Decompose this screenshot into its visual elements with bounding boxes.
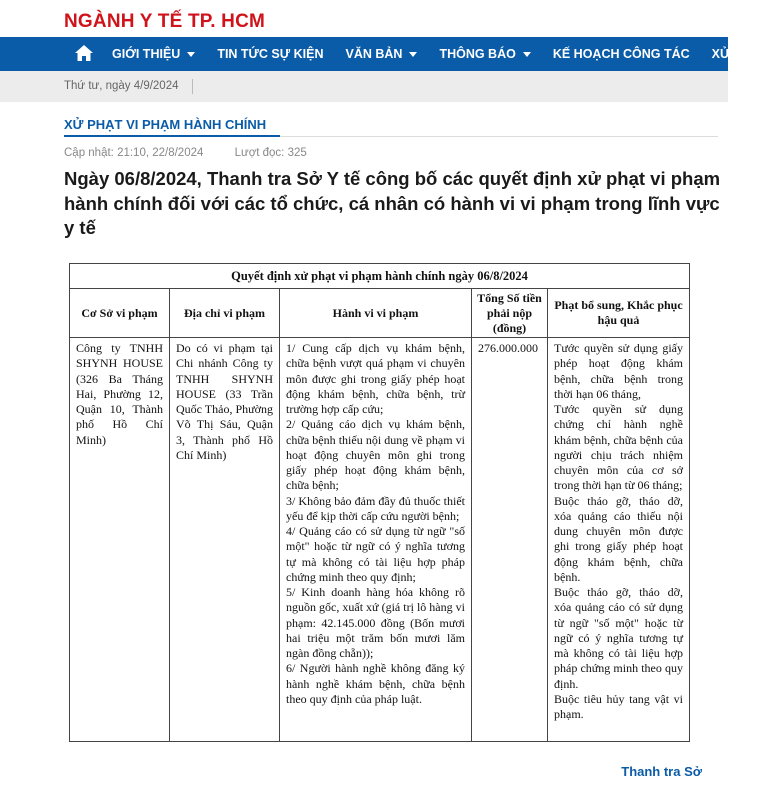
home-icon[interactable] <box>74 43 94 63</box>
remedy-item: Tước quyền sử dụng chứng chỉ hành nghề khám bệnh, chữa bệnh của người chịu trách nhiệm chuyên môn của cơ sở trong thời hạn từ 06 tháng; <box>554 402 684 493</box>
category-link[interactable]: XỬ PHẠT VI PHẠM HÀNH CHÍNH <box>64 117 267 132</box>
date-divider <box>192 79 193 94</box>
view-count: Lượt đọc: 325 <box>234 147 307 159</box>
violation-item: 1/ Cung cấp dịch vụ khám bệnh, chữa bệnh vượt quá phạm vi chuyên môn được ghi trong giấy phép hoạt động khám bệnh, chữa bệnh, trừ trường hợp cấp cứu; <box>286 341 465 416</box>
header-violations: Hành vi vi phạm <box>280 289 472 338</box>
violation-item: 6/ Người hành nghề không đăng ký hành nghề khám bệnh, chữa bệnh theo quy định của pháp luật. <box>286 661 465 706</box>
updated-time: Cập nhật: 21:10, 22/8/2024 <box>64 147 204 159</box>
cell-facility: Công ty TNHH SHYNH HOUSE (326 Ba Tháng Hai, Phường 12, Quận 10, Thành phố Hồ Chí Minh) <box>70 338 170 742</box>
chevron-down-icon <box>187 52 195 57</box>
table-row <box>70 338 690 742</box>
chevron-down-icon <box>523 52 531 57</box>
remedy-item: Buộc tháo gỡ, tháo dỡ, xóa quảng cáo có sử dụng từ ngữ "số một" hoặc từ ngữ có ý nghĩa tương tự mà không có tài liệu hợp pháp chứng minh theo quy định. <box>554 585 684 691</box>
decision-table-wrapper <box>69 263 689 742</box>
header-remedies: Phạt bổ sung, Khắc phục hậu quả <box>548 289 690 338</box>
violation-item: 2/ Quảng cáo dịch vụ khám bệnh, chữa bệnh thiếu nội dung về phạm vi hoạt động chuyên môn ghi trong giấy phép hoạt động khám bệnh, chữa bệnh; <box>286 417 465 493</box>
nav-item-ke-hoach-cong-tac[interactable]: KẾ HOẠCH CÔNG TÁC <box>552 47 690 61</box>
date-bar <box>0 71 728 102</box>
header-amount: Tổng Số tiền phải nộp (đồng) <box>472 289 548 338</box>
nav-item-gioi-thieu[interactable]: GIỚI THIỆU <box>112 37 195 71</box>
remedy-item: Buộc tiêu hủy tang vật vi phạm. <box>554 691 684 721</box>
violation-item: 3/ Không bảo đảm đầy đủ thuốc thiết yếu để kịp thời cấp cứu người bệnh; <box>286 493 465 523</box>
decision-table <box>69 263 690 742</box>
cell-address: Do có vi phạm tại Chi nhánh Công ty TNHH SHYNH HOUSE (33 Trần Quốc Thảo, Phường Võ Thị Sáu, Quận 3, Thành phố Hồ Chí Minh) <box>170 338 280 742</box>
article-meta <box>64 147 307 159</box>
main-nav <box>0 37 752 71</box>
nav-item-thong-bao[interactable]: THÔNG BÁO <box>439 37 530 71</box>
remedy-item: Buộc tháo gỡ, tháo dỡ, xóa quảng cáo thiếu nội dung chuyên môn được ghi trong giấy phép hoạt động khám bệnh, chữa bệnh. <box>554 493 684 584</box>
cell-violations <box>280 338 472 742</box>
cell-remedies <box>548 338 690 742</box>
table-caption: Quyết định xử phạt vi phạm hành chính ngày 06/8/2024 <box>70 264 690 289</box>
article-source: Thanh tra Sở <box>621 764 702 779</box>
nav-item-xu-phat[interactable]: XỬ PH <box>711 47 752 61</box>
nav-item-van-ban[interactable]: VĂN BẢN <box>345 37 417 71</box>
header-facility: Cơ Sở vi phạm <box>70 289 170 338</box>
chevron-down-icon <box>409 52 417 57</box>
nav-item-tin-tuc-su-kien[interactable]: TIN TỨC SỰ KIỆN <box>217 47 324 61</box>
nav-items <box>112 37 773 71</box>
site-title[interactable]: NGÀNH Y TẾ TP. HCM <box>64 11 266 32</box>
cell-amount: 276.000.000 <box>472 338 548 742</box>
violation-item: 4/ Quảng cáo có sử dụng từ ngữ "số một" hoặc từ ngữ có ý nghĩa tương tự mà không có tài liệu hợp pháp chứng minh theo quy định; <box>286 524 465 584</box>
violation-item: 5/ Kinh doanh hàng hóa không rõ nguồn gốc, xuất xứ (giá trị lô hàng vi phạm: 42.145.000 đồng (Bốn mươi hai triệu một trăm bốn mươi lăm ngàn đồng chẵn)); <box>286 585 465 660</box>
current-date: Thứ tư, ngày 4/9/2024 <box>64 80 179 92</box>
category-underline <box>64 135 280 137</box>
remedy-item: Tước quyền sử dụng giấy phép hoạt động khám bệnh, chữa bệnh trong thời hạn 06 tháng, <box>554 341 684 401</box>
article-title: Ngày 06/8/2024, Thanh tra Sở Y tế công bố các quyết định xử phạt vi phạm hành chính đối với các tổ chức, cá nhân có hành vi vi phạm trong lĩnh vực y tế <box>64 168 721 238</box>
site-header <box>0 0 728 37</box>
header-address: Địa chỉ vi phạm <box>170 289 280 338</box>
